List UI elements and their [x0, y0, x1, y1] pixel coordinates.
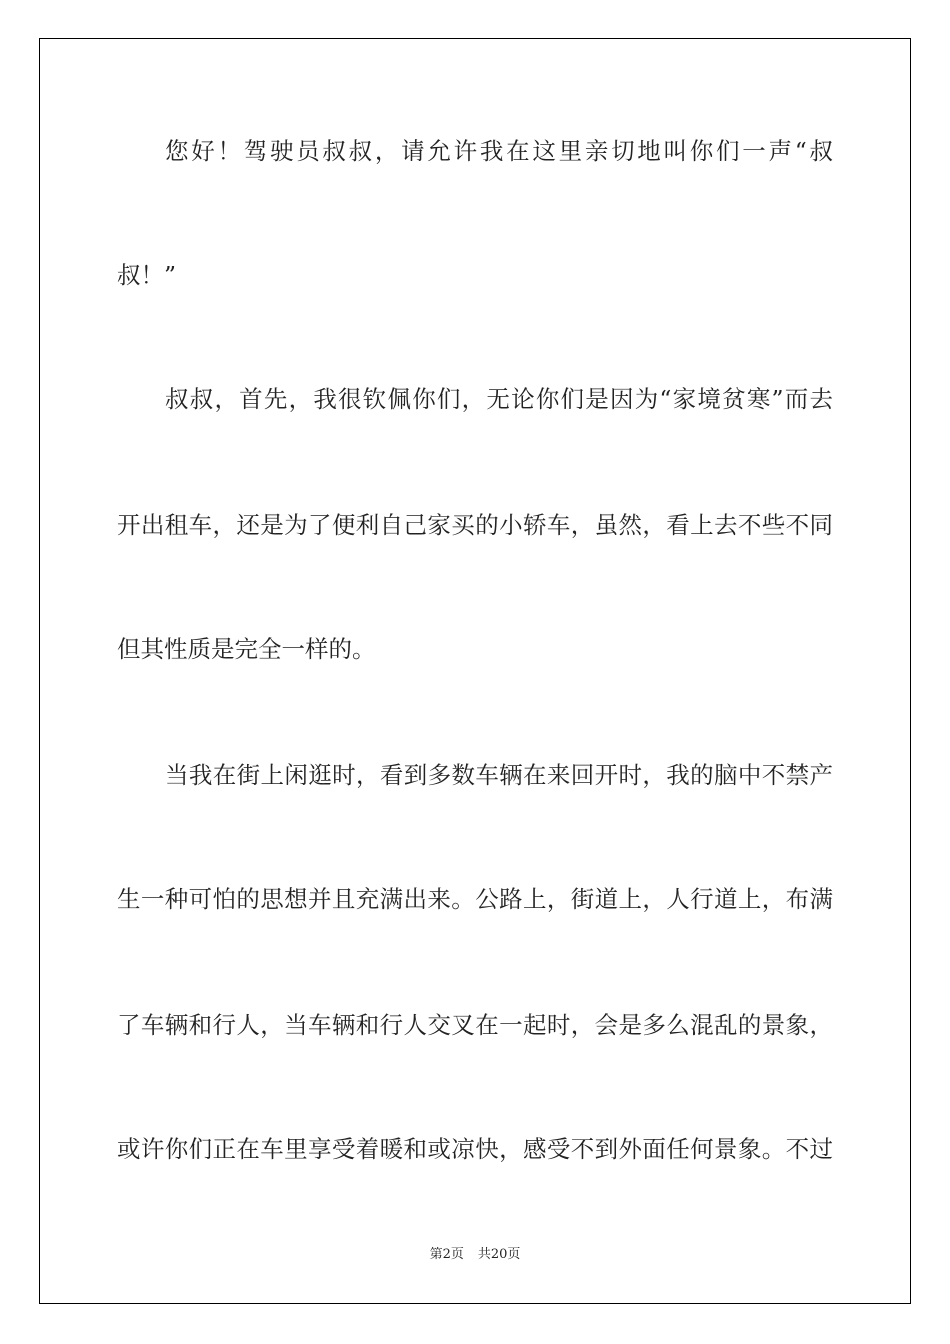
- page-footer: [0, 1246, 950, 1264]
- paragraph-3-line-3: 了车辆和行人，当车辆和行人交叉在一起时，会是多么混乱的景象，: [117, 1011, 833, 1039]
- page-border: [39, 38, 911, 1304]
- paragraph-2-line-2: 开出租车，还是为了便利自己家买的小轿车，虽然，看上去不些不同: [117, 511, 833, 539]
- page-total: 共20页: [477, 1247, 521, 1262]
- page-number: 第2页: [429, 1247, 464, 1262]
- paragraph-1-line-2: 叔！”: [117, 261, 177, 289]
- paragraph-3-line-2: 生一种可怕的思想并且充满出来。公路上，街道上，人行道上，布满: [117, 885, 833, 913]
- paragraph-2-line-1: 叔叔，首先，我很钦佩你们，无论你们是因为“家境贫寒”而去: [165, 385, 833, 413]
- paragraph-2-line-3: 但其性质是完全一样的。: [117, 635, 376, 663]
- paragraph-1-line-1: 您好！驾驶员叔叔，请允许我在这里亲切地叫你们一声“叔: [165, 137, 833, 165]
- paragraph-3-line-4: 或许你们正在车里享受着暖和或凉快，感受不到外面任何景象。不过: [117, 1135, 833, 1163]
- paragraph-3-line-1: 当我在街上闲逛时，看到多数车辆在来回开时，我的脑中不禁产: [165, 761, 833, 789]
